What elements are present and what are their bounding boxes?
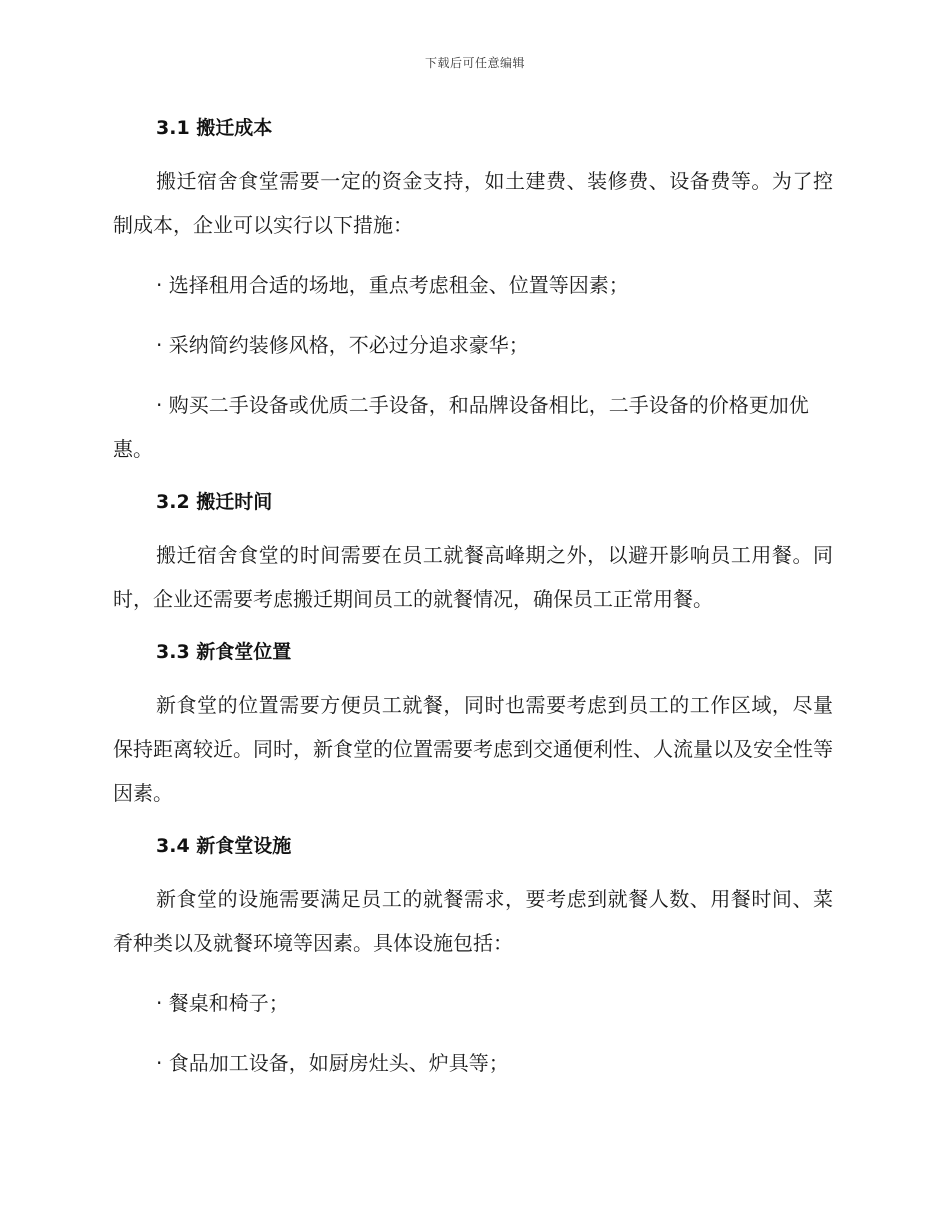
bullet-item: · 选择租用合适的场地，重点考虑租金、位置等因素； (156, 273, 629, 297)
section-heading-3-3: 3.3 新食堂位置 (156, 641, 292, 663)
section-3-4-paragraph: 新食堂的设施需要满足员工的就餐需求，要考虑到就餐人数、用餐时间、菜肴种类以及就餐环境等因素。具体设施包括： (113, 887, 833, 955)
section-heading-3-2: 3.2 搬迁时间 (156, 491, 273, 513)
section-heading-3-4: 3.4 新食堂设施 (156, 835, 292, 857)
bullet-item: · 餐桌和椅子； (156, 991, 289, 1015)
section-3-1-paragraph: 搬迁宿舍食堂需要一定的资金支持，如土建费、装修费、设备费等。为了控制成本，企业可以实行以下措施： (113, 169, 833, 237)
document-body (113, 111, 833, 1085)
bullet-item: · 食品加工设备，如厨房灶头、炉具等； (156, 1051, 509, 1075)
section-3-3-paragraph: 新食堂的位置需要方便员工就餐，同时也需要考虑到员工的工作区域，尽量保持距离较近。同时，新食堂的位置需要考虑到交通便利性、人流量以及安全性等因素。 (113, 693, 833, 805)
header-note: 下载后可任意编辑 (424, 56, 525, 70)
section-3-2-paragraph: 搬迁宿舍食堂的时间需要在员工就餐高峰期之外，以避开影响员工用餐。同时，企业还需要考虑搬迁期间员工的就餐情况，确保员工正常用餐。 (113, 543, 833, 611)
bullet-item: · 购买二手设备或优质二手设备，和品牌设备相比，二手设备的价格更加优惠。 (113, 393, 809, 461)
bullet-item: · 采纳简约装修风格，不必过分追求豪华； (156, 333, 529, 357)
section-heading-3-1: 3.1 搬迁成本 (156, 117, 273, 139)
